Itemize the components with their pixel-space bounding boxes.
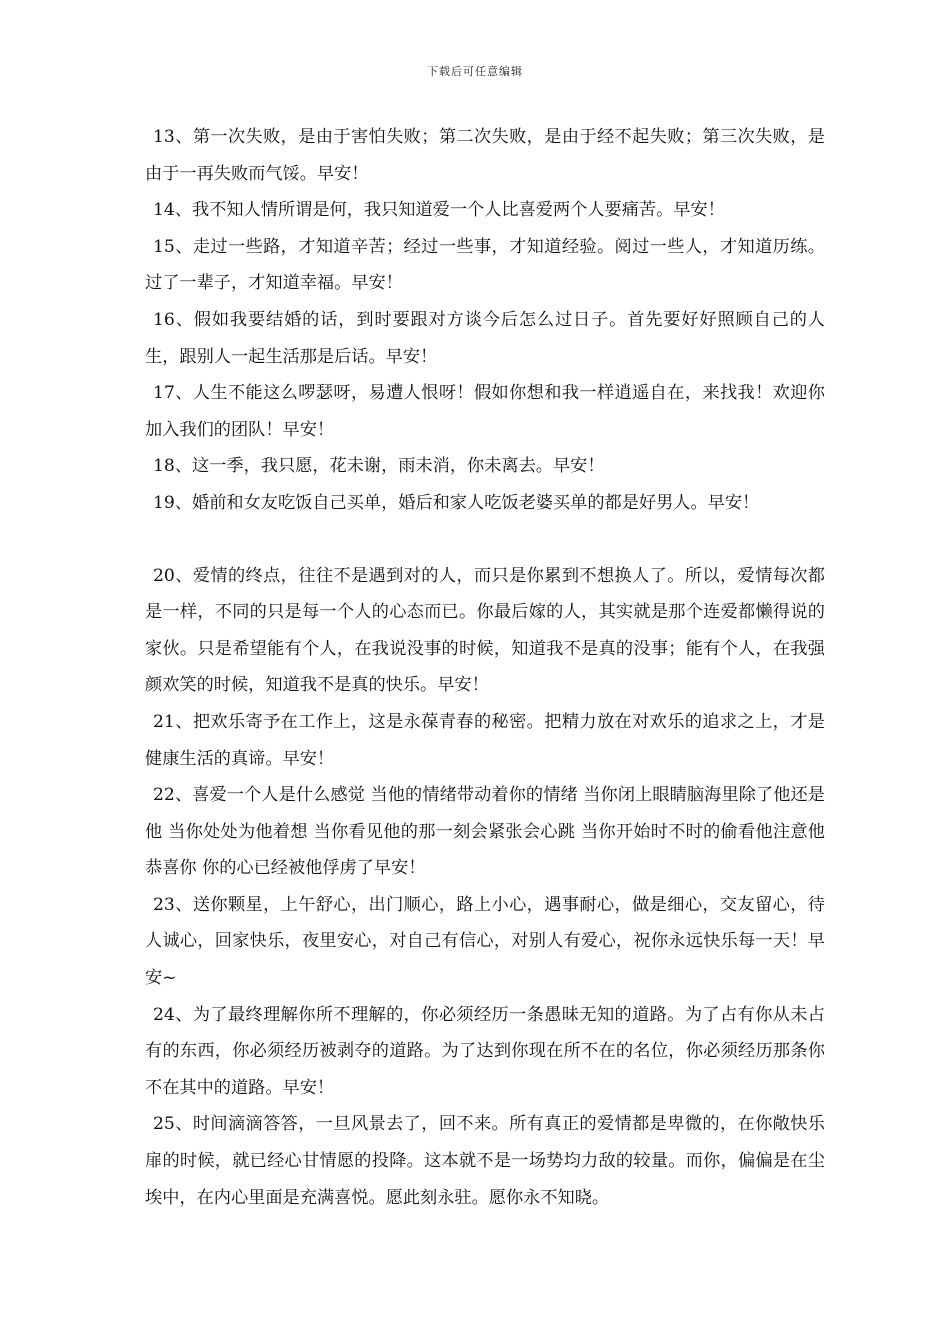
paragraph-25: 25、时间滴滴答答，一旦风景去了，回不来。所有真正的爱情都是卑微的，在你敞快乐扉的时候，就已经心甘情愿的投降。这本就不是一场势均力敌的较量。而你，偏偏是在尘埃中，在内心里面是充满喜悦。愿此刻永驻。愿你永不知晓。 xyxy=(145,1114,825,1208)
paragraph-24: 24、为了最终理解你所不理解的，你必须经历一条愚昧无知的道路。为了占有你从未占有的东西，你必须经历被剥夺的道路。为了达到你现在所不在的名位，你必须经历那条你不在其中的道路。早安！ xyxy=(145,1004,825,1098)
paragraph-gap xyxy=(145,522,825,558)
paragraph-13: 13、第一次失败，是由于害怕失败；第二次失败，是由于经不起失败；第三次失败，是由于一再失败而气馁。早安！ xyxy=(145,127,825,184)
paragraph-19: 19、婚前和女友吃饭自己买单，婚后和家人吃饭老婆买单的都是好男人。早安！ xyxy=(153,492,760,513)
paragraph-21: 21、把欢乐寄予在工作上，这是永葆青春的秘密。把精力放在对欢乐的追求之上，才是健康生活的真谛。早安！ xyxy=(145,711,825,769)
paragraph-15: 15、走过一些路，才知道辛苦；经过一些事，才知道经验。阅过一些人，才知道历练。过了一辈子，才知道幸福。早安！ xyxy=(145,236,825,294)
paragraph-23: 23、送你颗星，上午舒心，出门顺心，路上小心，遇事耐心，做是细心，交友留心，待人诚心，回家快乐，夜里安心，对自己有信心，对别人有爱心，祝你永远快乐每一天！早安~ xyxy=(145,894,825,989)
paragraph-22: 22、喜爱一个人是什么感觉 当他的情绪带动着你的情绪 当你闭上眼睛脑海里除了他还是他 当你处处为他着想 当你看见他的那一刻会紧张会心跳 当你开始时不时的偷看他注意他 恭喜你 你的心已经被他俘虏了早安！ xyxy=(145,785,825,879)
paragraph-20: 20、爱情的终点，往往不是遇到对的人，而只是你累到不想换人了。所以，爱情每次都是一样，不同的只是每一个人的心态而已。你最后嫁的人，其实就是那个连爱都懒得说的家伙。只是希望能有个人，在我说没事的时候，知道我不是真的没事；能有个人，在我强颜欢笑的时候，知道我不是真的快乐。早安！ xyxy=(145,565,825,696)
paragraph-14: 14、我不知人情所谓是何，我只知道爱一个人比喜爱两个人要痛苦。早安！ xyxy=(153,200,725,221)
page-header: 下载后可任意编辑 xyxy=(427,65,523,78)
document-body xyxy=(145,119,825,1216)
paragraph-16: 16、假如我要结婚的话，到时要跟对方谈今后怎么过日子。首先要好好照顾自己的人生，跟别人一起生活那是后话。早安！ xyxy=(145,309,825,367)
paragraph-17: 17、人生不能这么啰瑟呀，易遭人恨呀！假如你想和我一样逍遥自在，来找我！欢迎你加入我们的团队！早安！ xyxy=(145,383,825,440)
paragraph-18: 18、这一季，我只愿，花未谢，雨未消，你未离去。早安！ xyxy=(153,456,605,477)
